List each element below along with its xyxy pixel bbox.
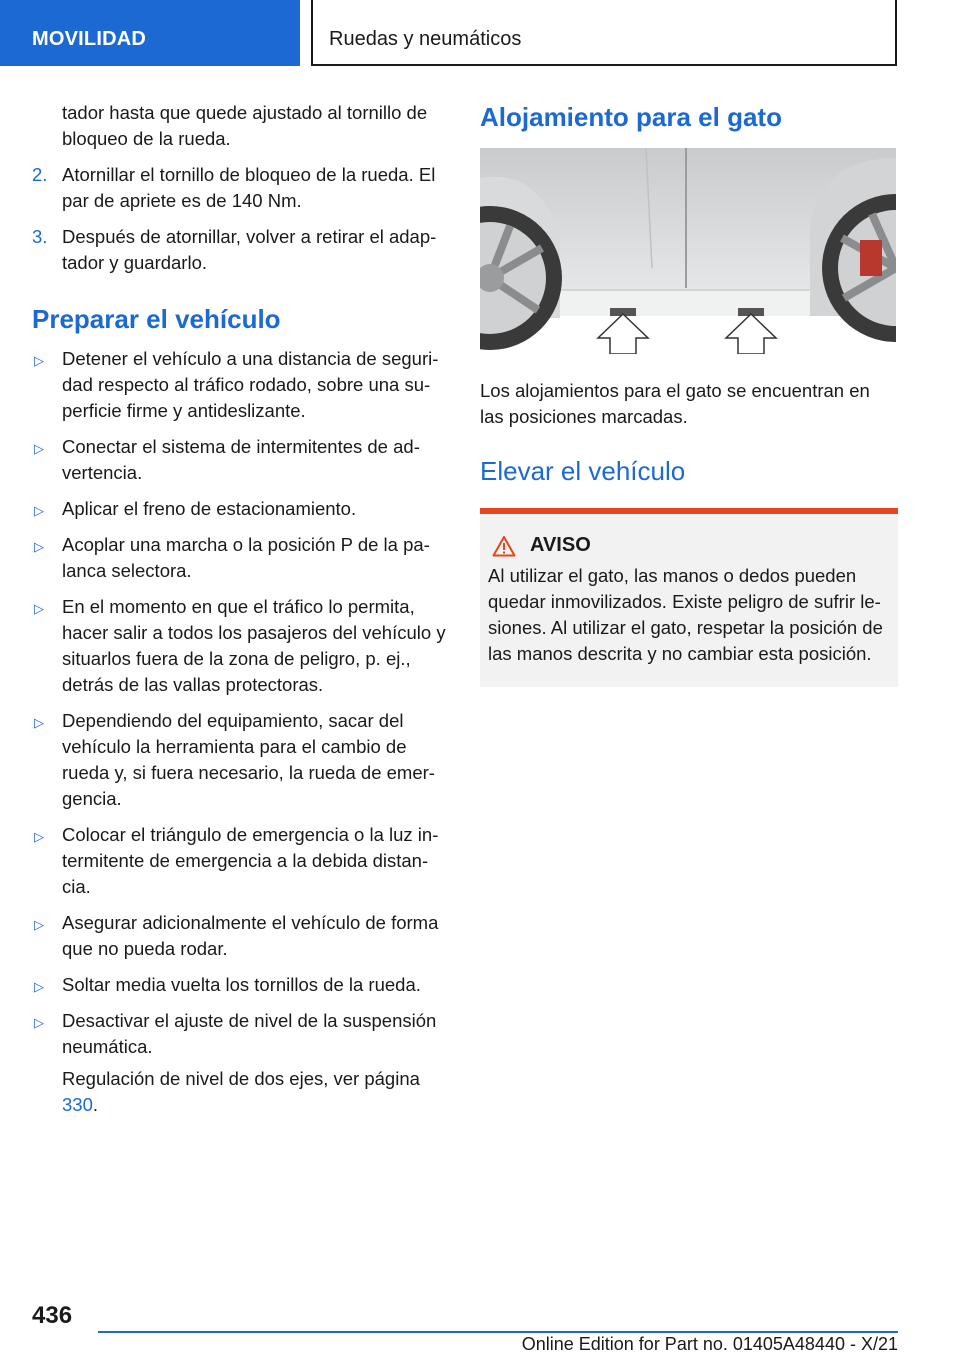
- step-text: Atornillar el tornillo de bloqueo de la rueda. El par de apriete es de 140 Nm.: [62, 164, 436, 211]
- triangle-bullet-icon: ▷: [34, 353, 44, 368]
- jack-points-figure: [480, 148, 896, 354]
- bullet-item: [32, 822, 450, 900]
- section-heading: Alojamiento para el gato: [480, 102, 782, 132]
- triangle-bullet-icon: ▷: [34, 503, 44, 518]
- triangle-bullet-icon: ▷: [34, 441, 44, 456]
- bullet-text: Soltar media vuelta los tornillos de la rueda.: [62, 974, 421, 995]
- bullet-item: [32, 594, 450, 698]
- right-column: [480, 100, 898, 687]
- figure-caption: Los alojamientos para el gato se encuentran en las posiciones marcadas.: [480, 380, 870, 427]
- triangle-bullet-icon: ▷: [34, 979, 44, 994]
- footer-edition: Online Edition for Part no. 01405A48440 - X/21: [521, 1334, 898, 1354]
- bullet-item: [32, 496, 450, 522]
- bullet-item: [32, 910, 450, 962]
- triangle-bullet-icon: ▷: [34, 715, 44, 730]
- bullet-text: Aplicar el freno de estacionamiento.: [62, 498, 357, 519]
- step-item: [32, 224, 450, 276]
- bullet-text: En el momento en que el tráfico lo permita, hacer salir a todos los pasajeros del vehículo y situarlos fuera de la zona de peligro, p. ej., detrás de las vallas protectoras.: [62, 596, 446, 695]
- warning-triangle-icon: [492, 535, 516, 557]
- cross-reference-text: Regulación de nivel de dos ejes, ver página: [62, 1068, 420, 1089]
- bullet-text: Dependiendo del equipamiento, sacar del vehículo la herramienta para el cambio de rueda y, si fuera necesario, la rueda de emergencia.: [62, 710, 435, 809]
- cross-reference: [32, 1066, 450, 1118]
- bullet-item: [32, 972, 450, 998]
- bullet-text: Conectar el sistema de intermitentes de advertencia.: [62, 436, 420, 483]
- bullet-item: [32, 434, 450, 486]
- step-number: 2.: [32, 164, 48, 185]
- triangle-bullet-icon: ▷: [34, 539, 44, 554]
- warning-text: Al utilizar el gato, las manos o dedos pueden quedar inmovilizados. Existe peligro de sufrir lesiones. Al utilizar el gato, respetar la posición de las manos descrita y no cambiar esta posición.: [488, 565, 883, 664]
- page-link[interactable]: 330: [62, 1094, 93, 1115]
- section-tab: MOVILIDAD: [0, 0, 300, 66]
- bullet-item: [32, 532, 450, 584]
- continuation-text: tador hasta que quede ajustado al tornillo de bloqueo de la rueda.: [62, 102, 428, 149]
- warning-title: [488, 534, 890, 557]
- warning-box: [480, 508, 898, 687]
- triangle-bullet-icon: ▷: [34, 601, 44, 616]
- bullet-item: [32, 708, 450, 812]
- bullet-item: [32, 346, 450, 424]
- page-header: [0, 0, 960, 68]
- cross-reference-end: .: [92, 1094, 99, 1115]
- step-text: Después de atornillar, volver a retirar el adaptador y guardarlo.: [62, 226, 437, 273]
- triangle-bullet-icon: ▷: [34, 1015, 44, 1030]
- triangle-bullet-icon: ▷: [34, 917, 44, 932]
- warning-title-text: AVISO: [530, 534, 591, 556]
- footer-divider: [98, 1331, 898, 1333]
- bullet-text: Acoplar una marcha o la posición P de la palanca selectora.: [62, 534, 430, 581]
- bullet-item: [32, 1008, 450, 1060]
- bullet-text: Desactivar el ajuste de nivel de la suspensión neumática.: [62, 1010, 437, 1057]
- chapter-title: Ruedas y neumáticos: [311, 0, 897, 66]
- section-heading: Preparar el vehículo: [32, 304, 281, 334]
- bullet-text: Colocar el triángulo de emergencia o la luz intermitente de emergencia a la debida distancia.: [62, 824, 439, 897]
- step-item: [32, 162, 450, 214]
- bullet-text: Asegurar adicionalmente el vehículo de forma que no pueda rodar.: [62, 912, 439, 959]
- step-number: 3.: [32, 226, 48, 247]
- triangle-bullet-icon: ▷: [34, 829, 44, 844]
- jack-points-illustration: [480, 148, 896, 354]
- page-number: 436: [32, 1302, 73, 1329]
- left-column: [32, 100, 450, 1118]
- section-heading: Elevar el vehículo: [480, 456, 686, 486]
- bullet-text: Detener el vehículo a una distancia de seguridad respecto al tráfico rodado, sobre una superficie firme y antideslizante.: [62, 348, 439, 421]
